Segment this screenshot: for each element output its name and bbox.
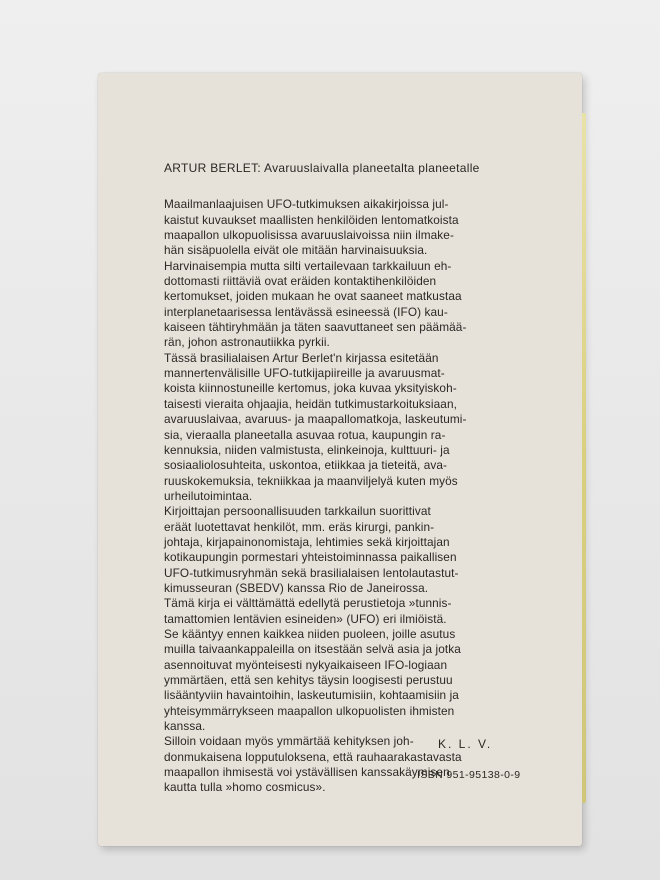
author-signature: K. L. V. xyxy=(438,737,493,751)
text-line: Maailmanlaajuisen UFO-tutkimuksen aikakirjoissa jul- xyxy=(164,197,449,212)
text-line: kennuksia, niiden valmistusta, elinkeinoja, kulttuuri- ja xyxy=(164,442,450,457)
text-line: Kirjoittajan persoonallisuuden tarkkailun suorittivat xyxy=(164,504,431,519)
text-line: hän sisäpuolella eivät ole mitään harvinaisuuksia. xyxy=(164,243,428,258)
text-line: yhteisymmärrykseen maapallon ulkopuolisten ihmisten xyxy=(164,703,455,718)
text-line: dottomasti riittäviä ovat eräiden kontaktihenkilöiden xyxy=(164,274,437,289)
text-line: maapallon ihmisestä voi ystävällisen kanssakäymisen xyxy=(164,765,450,780)
text-line: tamattomien lentävien esineiden» (UFO) eri ilmiöistä. xyxy=(164,611,447,626)
text-line: Silloin voidaan myös ymmärtää kehityksen joh- xyxy=(164,734,414,749)
text-line: kotikaupungin pormestari yhteistoiminnassa paikallisen xyxy=(164,550,457,565)
text-line: kaistut kuvaukset maallisten henkilöiden lentomatkoista xyxy=(164,212,459,227)
text-line: Harvinaisempia mutta silti vertailevaan tarkkailuun eh- xyxy=(164,258,452,273)
text-line: rän, johon astronautiikka pyrkii. xyxy=(164,335,330,350)
text-line: donmukaisena lopputuloksena, että rauhaarakastavasta xyxy=(164,749,462,764)
text-line: asennoituvat myönteisesti nykyaikaiseen IFO-logiaan xyxy=(164,657,448,672)
text-line: avaruuslaivaa, avaruus- ja maapallomatkoja, laskeutumi- xyxy=(164,412,467,427)
text-line: Tämä kirja ei välttämättä edellytä perustietoja »tunnis- xyxy=(164,596,452,611)
text-line: taisesti vieraita ohjaajia, heidän tutkimustarkoituksiaan, xyxy=(164,396,458,411)
text-line: ymmärtäen, että sen kehitys täysin loogisesti perustuu xyxy=(164,673,453,687)
text-line: interplanetaarisessa lentävässä esineessä (IFO) kau- xyxy=(164,304,448,319)
text-line: lisääntyviin havaintoihin, laskeutumisiin, kohtaamisiin ja xyxy=(164,688,459,703)
text-line: kanssa. xyxy=(164,719,206,734)
book-back-cover xyxy=(98,73,582,846)
text-line: Se kääntyy ennen kaikkea niiden puoleen, joille asutus xyxy=(164,626,456,641)
text-line: sia, vieraalla planeetalla asuvaa rotua, kaupungin ra- xyxy=(164,427,446,442)
text-line: eräät luotettavat henkilöt, mm. eräs kirurgi, pankin- xyxy=(164,519,435,534)
text-line: ruuskokemuksia, tekniikkaa ja maanviljelyä kuten myös xyxy=(164,473,458,488)
text-line: urheilutoimintaa. xyxy=(164,488,253,503)
page-edge xyxy=(582,113,586,803)
book-title: ARTUR BERLET: Avaruuslaivalla planeetalta planeetalle xyxy=(164,161,480,175)
text-line: mannertenvälisille UFO-tutkijapiireille ja avaruusmat- xyxy=(164,366,445,381)
blurb-body xyxy=(164,197,528,795)
text-line: sosiaaliolosuhteita, uskontoa, etiikkaa ja tieteitä, ava- xyxy=(164,458,448,473)
text-line: maapallon ulkopuolisissa avaruuslaivoissa niin ilmake- xyxy=(164,228,454,243)
text-line: muilla taivaankappaleilla on itsestään selvä asia ja jotka xyxy=(164,642,461,657)
text-line: Tässä brasilialaisen Artur Berlet'n kirjassa esitetään xyxy=(164,350,439,365)
text-line: johtaja, kirjapainonomistaja, lehtimies sekä kirjoittajan xyxy=(164,534,450,549)
text-line: koista kiinnostuneille kertomus, joka kuvaa yksityiskoh- xyxy=(164,381,457,396)
isbn-number: ISBN 951-95138-0-9 xyxy=(417,769,521,781)
text-line: kertomukset, joiden mukaan he ovat saaneet matkustaa xyxy=(164,289,462,304)
text-line: kimusseuran (SBEDV) kanssa Rio de Janeirossa. xyxy=(164,580,429,595)
text-line: kautta tulla »homo cosmicus». xyxy=(164,780,326,795)
text-line: UFO-tutkimusryhmän sekä brasilialaisen lentolautastut- xyxy=(164,565,459,580)
blurb-text-block xyxy=(164,161,528,796)
text-line: kaiseen tähtiryhmään ja täten saavuttaneet sen päämää- xyxy=(164,320,467,335)
